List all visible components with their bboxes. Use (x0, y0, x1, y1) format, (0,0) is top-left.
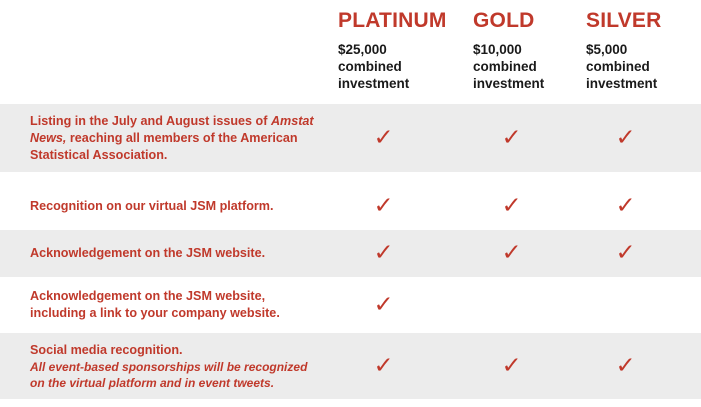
tier-name-gold: GOLD (473, 9, 535, 32)
check-icon: ✓ (615, 240, 636, 266)
row-text-after: reaching all members of the American Statistical Association. (30, 130, 298, 162)
row-feature-label (0, 235, 338, 272)
table-row (0, 277, 701, 333)
tier-amount-platinum: $25,000 (338, 42, 387, 57)
row-text-before: Listing in the July and August issues of (30, 113, 271, 128)
cell-gold (473, 352, 586, 379)
check-icon: ✓ (615, 124, 636, 151)
check-icon: ✓ (373, 291, 394, 318)
cell-platinum (338, 124, 473, 151)
cell-silver (586, 242, 701, 265)
check-icon: ✓ (501, 124, 522, 151)
table-row (0, 230, 701, 277)
column-header-silver (586, 0, 701, 92)
table-row (0, 333, 701, 399)
row-feature-label (0, 103, 338, 174)
check-icon: ✓ (501, 352, 522, 379)
tier-sub-platinum: combined investment (338, 59, 410, 91)
row-text-italic: Amstat News, (30, 113, 314, 145)
cell-gold (473, 242, 586, 265)
cell-platinum (338, 291, 473, 318)
column-header-gold (473, 0, 586, 92)
check-icon: ✓ (373, 240, 394, 266)
cell-platinum (338, 242, 473, 265)
tier-amount-gold: $10,000 (473, 42, 522, 57)
row-feature-label (0, 278, 338, 332)
row-feature-label (0, 332, 338, 401)
row-feature-label (0, 188, 338, 225)
row-text-before: Acknowledgement on the JSM website, including a link to your company website. (30, 289, 280, 320)
row-spacer (0, 172, 701, 183)
tier-sub-silver: combined investment (586, 59, 658, 91)
row-note: All event-based sponsorships will be recognized on the virtual platform and in event tweets. (30, 359, 308, 390)
cell-platinum (338, 195, 473, 218)
cell-gold (473, 296, 586, 314)
table-row (0, 104, 701, 172)
row-text-before: Social media recognition. (30, 342, 183, 357)
row-text-before: Recognition on our virtual JSM platform. (30, 199, 274, 213)
tier-name-silver: SILVER (586, 9, 662, 32)
check-icon: ✓ (615, 193, 636, 219)
cell-gold (473, 195, 586, 218)
column-header-platinum (338, 0, 473, 92)
cell-silver (586, 352, 701, 379)
check-icon: ✓ (373, 193, 394, 219)
tier-amount-silver: $5,000 (586, 42, 628, 57)
check-icon: ✓ (501, 193, 522, 219)
check-icon: ✓ (615, 352, 636, 379)
check-icon: ✓ (501, 240, 522, 266)
cell-platinum (338, 352, 473, 379)
cell-gold (473, 124, 586, 151)
cell-silver (586, 124, 701, 151)
check-icon: ✓ (373, 352, 394, 379)
cell-silver (586, 195, 701, 218)
table-header-row (0, 0, 701, 104)
check-icon: ✓ (373, 124, 394, 151)
tier-sub-gold: combined investment (473, 59, 545, 91)
tier-name-platinum: PLATINUM (338, 9, 447, 32)
table-row (0, 183, 701, 230)
cell-silver (586, 296, 701, 314)
row-text-before: Acknowledgement on the JSM website. (30, 246, 266, 260)
